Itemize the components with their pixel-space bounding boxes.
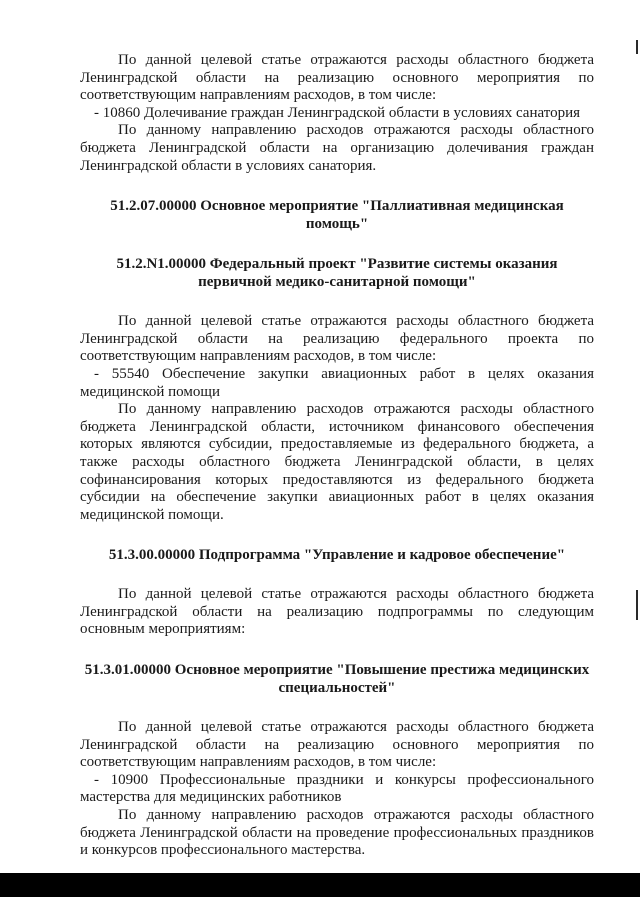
scan-edge-mark	[636, 590, 638, 620]
document-page	[80, 52, 594, 860]
expense-item-10860: - 10860 Долечивание граждан Ленинградской области в условиях санатория	[94, 104, 581, 121]
section-55540-detail: По данному направлению расходов отражаются расходы областного бюджета Ленинградской области, источником финансового обеспечения которых являются субсидии, предоставляемые из федерального бюджета, а также расходы областного бюджета Ленинградской области, в целях софинансирования которых предоставляются из федерального бюджета субсидии на обеспечение закупки авиационных работ в целях оказания медицинской помощи.	[80, 401, 594, 523]
heading-51-3-00: 51.3.00.00000 Подпрограмма "Управление и кадровое обеспечение"	[108, 547, 566, 564]
heading-51-3-01: 51.3.01.00000 Основное мероприятие "Повышение престижа медицинских специальностей"	[84, 662, 590, 697]
section-10860-intro: По данной целевой статье отражаются расходы областного бюджета Ленинградской области на реализацию основного мероприятия по соответствующим направлениям расходов, в том числе:	[80, 52, 594, 104]
expense-item-10900: - 10900 Профессиональные праздники и конкурсы профессионального мастерства для медицинских работников	[80, 771, 594, 806]
expense-item-55540: - 55540 Обеспечение закупки авиационных работ в целях оказания медицинской помощи	[80, 365, 594, 400]
section-10900-intro: По данной целевой статье отражаются расходы областного бюджета Ленинградской области на реализацию основного мероприятия по соответствующим направлениям расходов, в том числе:	[80, 719, 594, 771]
section-10900-detail: По данному направлению расходов отражаются расходы областного бюджета Ленинградской области на проведение профессиональных праздников и конкурсов профессионального мастерства.	[80, 807, 594, 859]
scan-bottom-bar	[0, 873, 640, 897]
heading-51-2-n1: 51.2.N1.00000 Федеральный проект "Развитие системы оказания первичной медико-санитарной помощи"	[116, 256, 558, 291]
section-55540-intro: По данной целевой статье отражаются расходы областного бюджета Ленинградской области на реализацию федерального проекта по соответствующим направлениям расходов, в том числе:	[80, 313, 594, 365]
subprogram-intro: По данной целевой статье отражаются расходы областного бюджета Ленинградской области на реализацию подпрограммы по следующим основным мероприятиям:	[80, 586, 594, 638]
section-10860-detail: По данному направлению расходов отражаются расходы областного бюджета Ленинградской области на организацию долечивания граждан Ленинградской области в условиях санатория.	[80, 122, 594, 174]
scan-edge-mark	[636, 40, 638, 54]
heading-51-2-07: 51.2.07.00000 Основное мероприятие "Паллиативная медицинская помощь"	[110, 198, 564, 233]
